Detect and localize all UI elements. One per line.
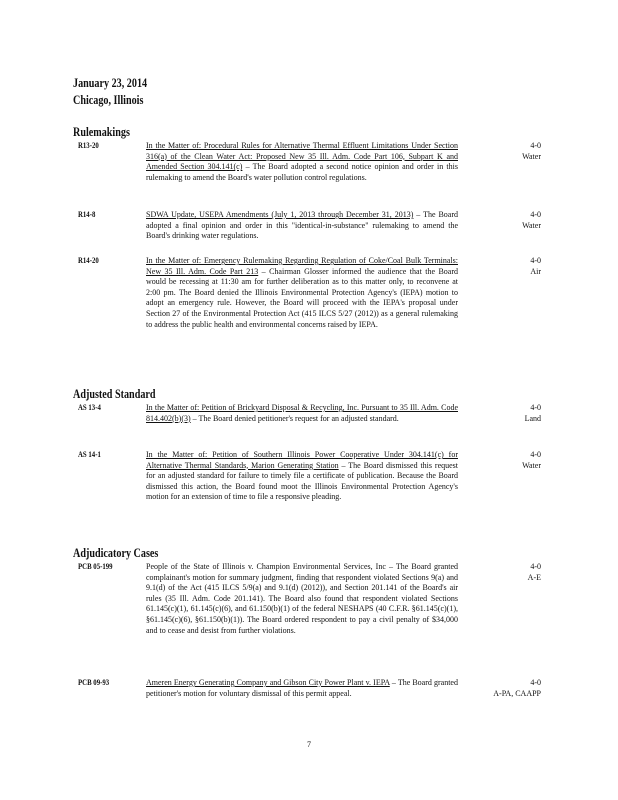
section-title-adjudicatory-cases: Adjudicatory Cases: [73, 545, 159, 560]
vote-count: 4-0: [530, 403, 541, 412]
docket-summary: [146, 450, 458, 503]
vote-block: [493, 678, 541, 699]
docket-summary: [146, 141, 458, 183]
vote-block: [522, 210, 541, 231]
section-title-adjusted-standard: Adjusted Standard: [73, 386, 156, 401]
meeting-place: Chicago, Illinois: [73, 92, 144, 107]
case-caption: Ameren Energy Generating Company and Gibson City Power Plant v. IEPA: [146, 678, 390, 687]
docket-summary: [146, 678, 458, 699]
vote-block: [522, 141, 541, 162]
case-caption: SDWA Update, USEPA Amendments (July 1, 2013 through December 31, 2013): [146, 210, 414, 219]
vote-count: 4-0: [530, 141, 541, 150]
docket-number: AS 13-4: [78, 403, 101, 412]
media-category: Water: [522, 220, 541, 230]
docket-number: PCB 09-93: [78, 678, 110, 687]
case-action: – The Board denied petitioner's request for an adjusted standard.: [190, 413, 399, 423]
docket-number: AS 14-1: [78, 450, 101, 459]
case-caption: In the Matter of: Procedural Rules for Alternative Thermal Effluent Limitations Under Section 316(a) of the Clean Water Act: Proposed New 35 Ill. Adm. Code Part 106, Subpart K and Amended Section 304.141(c): [146, 141, 458, 172]
vote-count: 4-0: [530, 678, 541, 687]
docket-summary: [146, 256, 458, 330]
docket-summary: [146, 403, 458, 424]
case-action: – The Board adopted a final opinion and order in this "identical-in-substance" rulemaking to amend the Board's drinking water regulations.: [146, 210, 458, 241]
case-action: – The Board granted petitioner's motion for voluntary dismissal of this permit appeal.: [146, 678, 458, 698]
vote-block: [530, 256, 541, 277]
section-title-rulemakings: Rulemakings: [73, 124, 130, 139]
docket-summary: [146, 562, 458, 636]
vote-block: [522, 450, 541, 471]
case-caption: In the Matter of: Petition of Brickyard Disposal & Recycling, Inc. Pursuant to 35 Ill. Adm. Code 814.402(b)(3): [146, 403, 458, 423]
docket-number: R14-20: [78, 256, 99, 265]
media-category: A-PA, CAAPP: [493, 688, 541, 698]
media-category: Water: [522, 460, 541, 470]
case-action: – The Board adopted a second notice opinion and order in this rulemaking to amend the Board's water pollution control regulations.: [146, 162, 458, 182]
meeting-date: January 23, 2014: [73, 75, 148, 90]
vote-block: [528, 562, 541, 583]
media-category: Air: [530, 266, 541, 276]
media-category: Land: [524, 413, 541, 423]
docket-number: PCB 05-199: [78, 562, 113, 571]
vote-block: [525, 403, 541, 424]
vote-count: 4-0: [530, 210, 541, 219]
media-category: A-E: [527, 572, 541, 582]
dateline: [73, 74, 147, 108]
docket-summary: [146, 210, 458, 242]
page-number: 7: [307, 740, 311, 749]
case-caption: In the Matter of: Emergency Rulemaking Regarding Regulation of Coke/Coal Bulk Terminals: New 35 Ill. Adm. Code Part 213: [146, 256, 458, 276]
case-action: People of the State of Illinois v. Champion Environmental Services, Inc – The Board granted complainant's motion for summary judgment, finding that respondent violated Sections 9(a) and 9.1(d) of the Act (415 ILCS 5/9(a) and 9.1(d) (2012)), and Section 201.141 of the Board's air rules (35 Ill. Adm. Code 201.141). The Board also found that respondent violated Sections 61.145(c)(1), 61.145(c)(6), and 61.150(b)(1) of the federal NESHAPS (40 C.F.R. §61.145(c)(1), §61.145(c)(6), §61.150(b)(1)). The Board ordered respondent to pay a civil penalty of $34,000 and to cease and desist from further violations.: [146, 562, 458, 635]
media-category: Water: [522, 151, 541, 161]
case-caption: In the Matter of: Petition of Southern Illinois Power Cooperative Under 304.141(c) for Alternative Thermal Standards, Marion Generating Station: [146, 450, 458, 470]
vote-count: 4-0: [530, 562, 541, 571]
vote-count: 4-0: [530, 450, 541, 459]
case-action: – Chairman Glosser informed the audience that the Board would be recessing at 11:30 am for further deliberation as to this matter only, to reconvene at 2:00 pm. The Board denied the Illinois Environmental Protection Agency's (IEPA) motion to adopt an emergency rule. However, the Board will proceed with the IEPA's proposal under Section 27 of the Environmental Protection Act (415 ILCS 5/27 (2012)) as a general rulemaking to address the public health and environmental concerns raised by IEPA.: [146, 266, 459, 329]
case-action: – The Board dismissed this request for an adjusted standard for failure to timely file a certificate of publication. Because the Board dismissed this action, the Board found moot the Illinois Environmental Protection Agency's motion for an extension of time to file a responsive pleading.: [146, 460, 459, 502]
docket-number: R13-20: [78, 141, 99, 150]
vote-count: 4-0: [530, 256, 541, 265]
docket-number: R14-8: [78, 210, 96, 219]
